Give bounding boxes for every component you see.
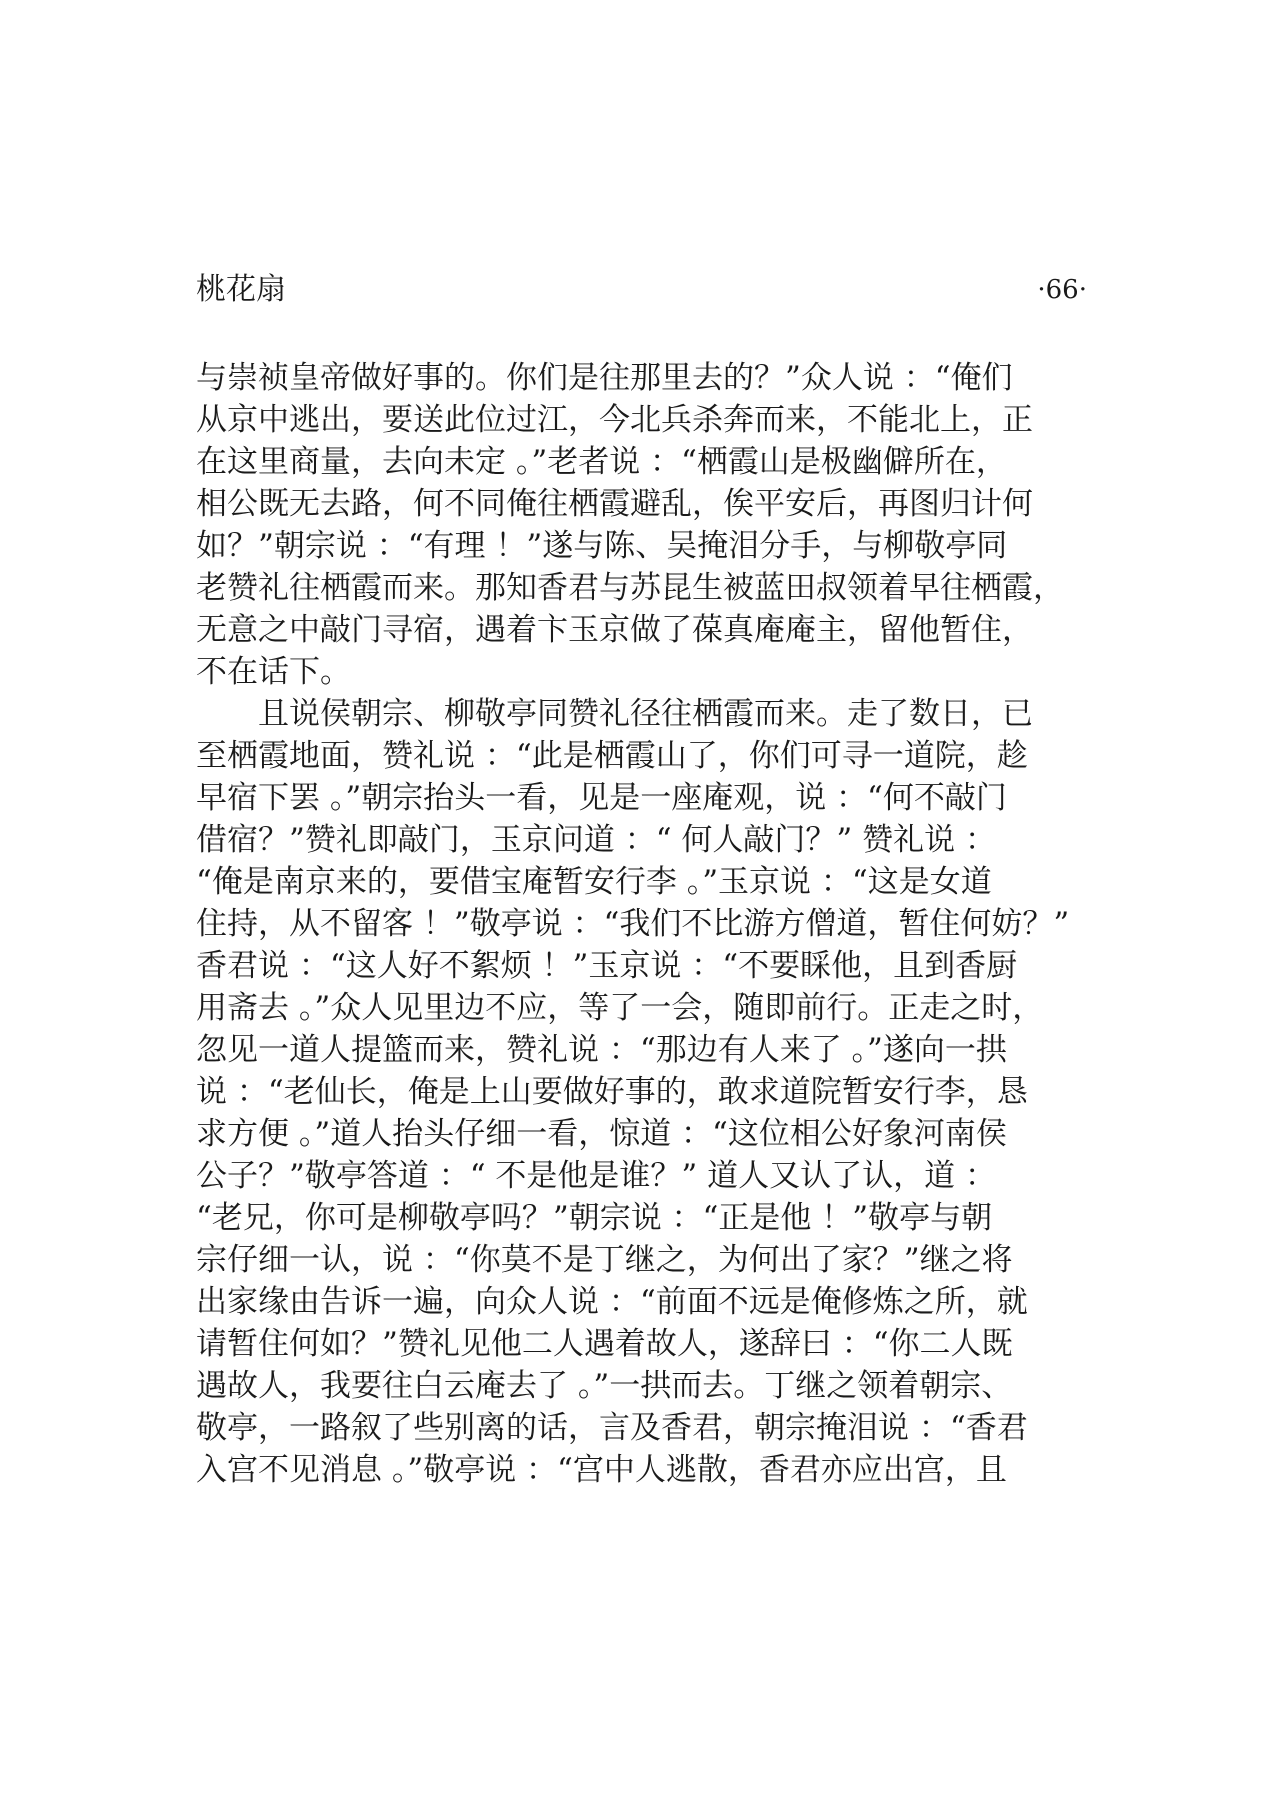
- text-line: 公子？”敬亭答道 ：“ 不是他是谁？” 道人又认了认，道 ：: [196, 1158, 996, 1194]
- text-line: 与崇祯皇帝做好事的。你们是往那里去的？”众人说 ：“俺们: [196, 360, 1013, 396]
- text-line: 敬亭，一路叙了些别离的话，言及香君，朝宗掩泪说 ：“香君: [196, 1410, 1028, 1446]
- body-text: [196, 357, 1136, 1491]
- book-title: 桃花扇: [196, 272, 286, 307]
- text-line: 借宿？”赞礼即敲门，玉京问道 ：“ 何人敲门？” 赞礼说 ：: [196, 822, 996, 858]
- text-line: 遇故人，我要往白云庵去了 。”一拱而去。丁继之领着朝宗、: [196, 1368, 1013, 1404]
- text-line: 不在话下。: [196, 654, 351, 690]
- page-header: [196, 270, 1087, 310]
- text-line: 从京中逃出，要送此位过江，今北兵杀奔而来，不能北上，正: [196, 402, 1033, 438]
- text-line: 用斋去 。”众人见里边不应，等了一会，随即前行。正走之时，: [196, 990, 1044, 1026]
- text-line: 且说侯朝宗、柳敬亭同赞礼径往栖霞而来。走了数日，已: [196, 696, 1033, 732]
- text-line: 请暂住何如？”赞礼见他二人遇着故人，遂辞曰 ：“你二人既: [196, 1326, 1013, 1362]
- text-line: 无意之中敲门寻宿，遇着卞玉京做了葆真庵庵主，留他暂住，: [196, 612, 1033, 648]
- page-number: ·66·: [1037, 275, 1087, 305]
- text-line: 早宿下罢 。”朝宗抬头一看，见是一座庵观，说 ：“何不敲门: [196, 780, 1007, 816]
- text-line: 入宫不见消息 。”敬亭说 ：“宫中人逃散，香君亦应出宫，且: [196, 1452, 1007, 1488]
- text-line: 忽见一道人提篮而来，赞礼说 ：“那边有人来了 。”遂向一拱: [196, 1032, 1007, 1068]
- text-line: 住持，从不留客 ！”敬亭说 ：“我们不比游方僧道，暂住何妨？”: [196, 906, 1070, 942]
- text-line: 出家缘由告诉一遍，向众人说 ：“前面不远是俺修炼之所，就: [196, 1284, 1028, 1320]
- text-line: 宗仔细一认，说 ：“你莫不是丁继之，为何出了家？”继之将: [196, 1242, 1013, 1278]
- text-line: 至栖霞地面，赞礼说 ：“此是栖霞山了，你们可寻一道院，趁: [196, 738, 1028, 774]
- text-line: “俺是南京来的，要借宝庵暂安行李 。”玉京说 ：“这是女道: [196, 864, 992, 900]
- text-line: 香君说 ：“这人好不絮烦 ！”玉京说 ：“不要睬他，且到香厨: [196, 948, 1018, 984]
- text-line: 求方便 。”道人抬头仔细一看，惊道 ：“这位相公好象河南侯: [196, 1116, 1007, 1152]
- text-line: 老赞礼往栖霞而来。那知香君与苏昆生被蓝田叔领着早往栖霞，: [196, 570, 1064, 606]
- text-line: 如？”朝宗说 ：“有理 ！”遂与陈、吴掩泪分手，与柳敬亭同: [196, 528, 1008, 564]
- text-line: 说 ：“老仙长，俺是上山要做好事的，敢求道院暂安行李，恳: [196, 1074, 1028, 1110]
- text-line: “老兄，你可是柳敬亭吗？”朝宗说 ：“正是他 ！”敬亭与朝: [196, 1200, 993, 1236]
- text-line: 相公既无去路，何不同俺往栖霞避乱，俟平安后，再图归计何: [196, 486, 1033, 522]
- text-line: 在这里商量，去向未定 。”老者说 ：“栖霞山是极幽僻所在，: [196, 444, 1007, 480]
